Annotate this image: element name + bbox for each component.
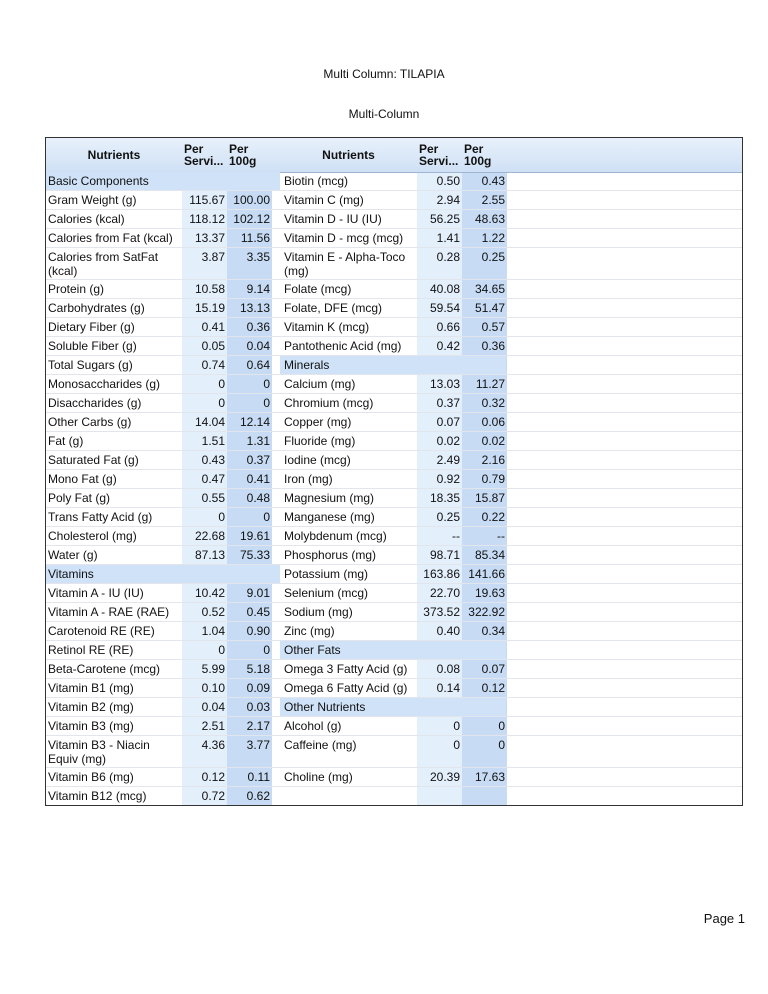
- header-nutrients[interactable]: Nutrients: [87, 148, 141, 162]
- per-serving-value: 0.07: [436, 415, 460, 429]
- header-per-100g[interactable]: Per 100g: [229, 142, 257, 168]
- per-100g-value: 2.16: [481, 453, 505, 467]
- table-row: [46, 660, 742, 679]
- per-100g-value: 19.61: [239, 529, 270, 543]
- per-100g-value: 0.62: [246, 789, 270, 803]
- table-row: [46, 470, 742, 489]
- nutrient-name: Vitamin C (mg): [284, 193, 364, 207]
- per-100g-value: 0.32: [481, 396, 505, 410]
- table-row: [46, 248, 742, 280]
- per-100g-value: 3.77: [246, 738, 270, 752]
- section-label: Basic Components: [48, 174, 149, 188]
- per-serving-value: --: [452, 529, 460, 543]
- nutrient-name: Fat (g): [48, 434, 84, 448]
- table-row: [46, 318, 742, 337]
- nutrient-name: Carotenoid RE (RE): [48, 624, 155, 638]
- per-100g-value: 0.25: [481, 250, 505, 264]
- per-100g-value: 85.34: [474, 548, 505, 562]
- per-serving-value: 0.08: [436, 662, 460, 676]
- per-100g-value: 0: [263, 396, 270, 410]
- per-serving-value: 373.52: [423, 605, 460, 619]
- per-serving-value: 15.19: [194, 301, 225, 315]
- nutrient-name: Total Sugars (g): [48, 358, 133, 372]
- per-serving-value: 0.74: [201, 358, 225, 372]
- nutrient-name: Vitamin K (mcg): [284, 320, 370, 334]
- nutrient-name: Selenium (mcg): [284, 586, 369, 600]
- per-100g-value: 34.65: [474, 282, 505, 296]
- per-serving-value: 0.40: [436, 624, 460, 638]
- table-row: [46, 413, 742, 432]
- per-serving-value: 0.28: [436, 250, 460, 264]
- per-100g-value: 0.48: [246, 491, 270, 505]
- table-row: [46, 299, 742, 318]
- header-nutrients-2[interactable]: Nutrients: [322, 148, 375, 162]
- per-100g-value: 322.92: [468, 605, 505, 619]
- per-serving-value: 10.58: [194, 282, 225, 296]
- per-serving-value: 98.71: [429, 548, 460, 562]
- nutrient-name: Omega 6 Fatty Acid (g): [284, 681, 408, 695]
- nutrient-name: Vitamin A - IU (IU): [48, 586, 144, 600]
- per-serving-value: 22.68: [194, 529, 225, 543]
- nutrient-name: Protein (g): [48, 282, 105, 296]
- per-100g-value: 0.36: [481, 339, 505, 353]
- nutrient-name: Alcohol (g): [284, 719, 342, 733]
- per-serving-value: 163.86: [423, 567, 460, 581]
- nutrient-name: Sodium (mg): [284, 605, 353, 619]
- nutrient-name: Vitamin E - Alpha-Toco (mg): [284, 250, 406, 278]
- table-row: [46, 229, 742, 248]
- per-100g-value: 0.37: [246, 453, 270, 467]
- per-100g-value: 141.66: [468, 567, 505, 581]
- per-100g-value: 13.13: [239, 301, 270, 315]
- table-row: [46, 489, 742, 508]
- table-row: [46, 584, 742, 603]
- per-serving-value: 0: [453, 719, 460, 733]
- table-body: [46, 172, 742, 806]
- per-100g-value: 0.22: [481, 510, 505, 524]
- per-serving-value: 0.05: [201, 339, 225, 353]
- nutrient-name: Potassium (mg): [284, 567, 369, 581]
- nutrient-name: Poly Fat (g): [48, 491, 111, 505]
- nutrient-name: Mono Fat (g): [48, 472, 117, 486]
- per-serving-value: 0.43: [201, 453, 225, 467]
- per-serving-value: 0.92: [436, 472, 460, 486]
- nutrient-name: Cholesterol (mg): [48, 529, 137, 543]
- per-100g-value: 0.06: [481, 415, 505, 429]
- per-serving-value: 13.37: [194, 231, 225, 245]
- per-100g-value: 0.64: [246, 358, 270, 372]
- per-100g-value: 17.63: [474, 770, 505, 784]
- per-serving-value: 87.13: [194, 548, 225, 562]
- per-serving-value: 0.41: [201, 320, 225, 334]
- section-label: Other Nutrients: [284, 700, 366, 714]
- table-row: [46, 698, 742, 717]
- per-serving-value: 115.67: [189, 193, 225, 207]
- per-serving-value: 20.39: [429, 770, 460, 784]
- nutrient-name: Vitamin B2 (mg): [48, 700, 134, 714]
- per-serving-value: 0.42: [436, 339, 460, 353]
- table-row: [46, 432, 742, 451]
- per-100g-value: 0: [498, 738, 505, 752]
- per-100g-value: 0.09: [246, 681, 270, 695]
- per-serving-value: 0: [218, 510, 225, 524]
- report-title: Multi Column: TILAPIA: [323, 67, 445, 81]
- nutrient-table: [45, 137, 743, 806]
- nutrient-name: Zinc (mg): [284, 624, 335, 638]
- table-row: [46, 337, 742, 356]
- per-100g-value: 3.35: [246, 250, 270, 264]
- nutrient-name: Calories from SatFat (kcal): [48, 250, 159, 278]
- table-row: [46, 641, 742, 660]
- per-100g-value: 2.17: [246, 719, 270, 733]
- per-100g-value: 0.02: [481, 434, 505, 448]
- per-serving-value: 2.94: [436, 193, 460, 207]
- nutrient-name: Iron (mg): [284, 472, 333, 486]
- nutrient-name: Calcium (mg): [284, 377, 356, 391]
- nutrient-name: Vitamin B6 (mg): [48, 770, 134, 784]
- section-label: Minerals: [284, 358, 330, 372]
- nutrient-name: Vitamin B1 (mg): [48, 681, 134, 695]
- nutrient-name: Magnesium (mg): [284, 491, 375, 505]
- per-100g-value: 75.33: [239, 548, 270, 562]
- nutrient-name: Vitamin B3 (mg): [48, 719, 134, 733]
- nutrient-name: Iodine (mcg): [284, 453, 351, 467]
- page-number: Page 1: [703, 911, 745, 926]
- per-serving-value: 0.37: [436, 396, 460, 410]
- per-serving-value: 14.04: [194, 415, 225, 429]
- table-row: [46, 565, 742, 584]
- per-100g-value: 0: [263, 377, 270, 391]
- table-row: [46, 622, 742, 641]
- per-serving-value: 1.51: [201, 434, 225, 448]
- report-subtitle: Multi-Column: [348, 107, 420, 121]
- per-serving-value: 2.49: [436, 453, 460, 467]
- table-row: [46, 451, 742, 470]
- per-serving-value: 40.08: [429, 282, 460, 296]
- per-100g-value: 0.90: [246, 624, 270, 638]
- nutrient-name: Chromium (mcg): [284, 396, 374, 410]
- per-100g-value: 0: [263, 643, 270, 657]
- per-serving-value: 56.25: [429, 212, 460, 226]
- per-serving-value: 1.04: [201, 624, 225, 638]
- per-serving-value: 2.51: [201, 719, 225, 733]
- per-100g-value: 9.01: [246, 586, 270, 600]
- per-100g-value: 0.34: [481, 624, 505, 638]
- per-100g-value: 0.41: [246, 472, 270, 486]
- per-serving-value: 0: [218, 643, 225, 657]
- nutrient-name: Choline (mg): [284, 770, 353, 784]
- per-100g-value: 0.12: [481, 681, 505, 695]
- nutrient-name: Omega 3 Fatty Acid (g): [284, 662, 408, 676]
- nutrient-name: Beta-Carotene (mcg): [48, 662, 161, 676]
- table-row: [46, 210, 742, 229]
- table-row: [46, 280, 742, 299]
- per-serving-value: 0.55: [201, 491, 225, 505]
- per-100g-value: 1.22: [481, 231, 505, 245]
- nutrient-name: Folate, DFE (mcg): [284, 301, 383, 315]
- per-serving-value: 18.35: [429, 491, 460, 505]
- nutrient-name: Disaccharides (g): [48, 396, 142, 410]
- per-100g-value: 48.63: [474, 212, 505, 226]
- per-100g-value: 0.79: [481, 472, 505, 486]
- per-100g-value: 15.87: [474, 491, 505, 505]
- per-100g-value: 0.57: [481, 320, 505, 334]
- nutrient-name: Other Carbs (g): [48, 415, 132, 429]
- per-serving-value: 0: [218, 396, 225, 410]
- per-serving-value: 0.12: [201, 770, 225, 784]
- per-serving-value: 4.36: [201, 738, 225, 752]
- per-100g-value: 0.45: [246, 605, 270, 619]
- per-serving-value: 0.14: [436, 681, 460, 695]
- header-per-100g-2[interactable]: Per 100g: [464, 142, 492, 168]
- table-header: [46, 138, 742, 173]
- nutrient-name: Vitamin B12 (mcg): [48, 789, 147, 803]
- per-100g-value: 0: [498, 719, 505, 733]
- table-row: [46, 546, 742, 565]
- per-serving-value: 118.12: [189, 212, 225, 226]
- per-100g-value: 0.43: [481, 174, 505, 188]
- per-100g-value: 5.18: [246, 662, 270, 676]
- per-serving-value: 0.47: [201, 472, 225, 486]
- per-serving-value: 0.50: [436, 174, 460, 188]
- nutrient-name: Carbohydrates (g): [48, 301, 145, 315]
- nutrient-name: Retinol RE (RE): [48, 643, 134, 657]
- table-row: [46, 679, 742, 698]
- per-100g-value: --: [497, 529, 505, 543]
- nutrient-name: Vitamin D - mcg (mcg): [284, 231, 404, 245]
- per-100g-value: 2.55: [481, 193, 505, 207]
- per-100g-value: 0: [263, 510, 270, 524]
- per-100g-value: 51.47: [474, 301, 505, 315]
- nutrient-name: Vitamin A - RAE (RAE): [48, 605, 170, 619]
- per-100g-value: 9.14: [246, 282, 270, 296]
- table-row: [46, 191, 742, 210]
- nutrient-name: Vitamin D - IU (IU): [284, 212, 382, 226]
- header-per-serving[interactable]: Per Servi...: [184, 142, 224, 168]
- per-100g-value: 11.27: [475, 377, 505, 391]
- nutrient-name: Monosaccharides (g): [48, 377, 161, 391]
- table-row: [46, 768, 742, 787]
- nutrient-name: Molybdenum (mcg): [284, 529, 387, 543]
- per-100g-value: 12.14: [239, 415, 270, 429]
- nutrient-name: Folate (mcg): [284, 282, 352, 296]
- per-serving-value: 5.99: [201, 662, 225, 676]
- table-row: [46, 717, 742, 736]
- nutrient-name: Saturated Fat (g): [48, 453, 139, 467]
- nutrient-name: Manganese (mg): [284, 510, 375, 524]
- nutrient-name: Trans Fatty Acid (g): [48, 510, 153, 524]
- per-serving-value: 0.72: [201, 789, 225, 803]
- per-serving-value: 0.25: [436, 510, 460, 524]
- per-serving-value: 0: [218, 377, 225, 391]
- section-label: Other Fats: [284, 643, 341, 657]
- table-row: [46, 356, 742, 375]
- table-row: [46, 603, 742, 622]
- per-100g-value: 0.11: [247, 770, 270, 784]
- per-serving-value: 3.87: [201, 250, 225, 264]
- nutrient-name: Dietary Fiber (g): [48, 320, 135, 334]
- per-100g-value: 19.63: [474, 586, 505, 600]
- per-serving-value: 0.02: [436, 434, 460, 448]
- per-100g-value: 102.12: [233, 212, 270, 226]
- nutrient-name: Biotin (mcg): [284, 174, 349, 188]
- per-serving-value: 1.41: [436, 231, 460, 245]
- nutrient-name: Water (g): [48, 548, 98, 562]
- per-serving-value: 0.52: [201, 605, 225, 619]
- nutrient-name: [280, 787, 417, 791]
- nutrient-name: Fluoride (mg): [284, 434, 356, 448]
- per-serving-value: 0.10: [201, 681, 225, 695]
- nutrient-name: Caffeine (mg): [284, 738, 357, 752]
- per-serving-value: 0: [453, 738, 460, 752]
- per-serving-value: 0.04: [201, 700, 225, 714]
- per-100g-value: 0.04: [246, 339, 270, 353]
- per-serving-value: 0.66: [436, 320, 460, 334]
- per-100g-value: 0.07: [481, 662, 505, 676]
- per-100g-value: 100.00: [233, 193, 270, 207]
- table-row: [46, 508, 742, 527]
- nutrient-name: Vitamin B3 - Niacin Equiv (mg): [48, 738, 150, 766]
- table-row: [46, 527, 742, 546]
- nutrient-name: Copper (mg): [284, 415, 352, 429]
- table-row: [46, 394, 742, 413]
- per-100g-value: 11.56: [240, 231, 270, 245]
- table-row: [46, 172, 742, 191]
- nutrient-name: Soluble Fiber (g): [48, 339, 137, 353]
- per-100g-value: 0.03: [246, 700, 270, 714]
- table-row: [46, 375, 742, 394]
- per-serving-value: 10.42: [194, 586, 225, 600]
- nutrient-name: Calories from Fat (kcal): [48, 231, 173, 245]
- per-100g-value: 0.36: [246, 320, 270, 334]
- per-serving-value: 13.03: [429, 377, 460, 391]
- nutrient-name: Calories (kcal): [48, 212, 125, 226]
- per-serving-value: 22.70: [429, 586, 460, 600]
- per-serving-value: 59.54: [429, 301, 460, 315]
- nutrient-name: Gram Weight (g): [48, 193, 137, 207]
- section-label: Vitamins: [48, 567, 94, 581]
- per-100g-value: 1.31: [246, 434, 270, 448]
- nutrient-name: Pantothenic Acid (mg): [284, 339, 402, 353]
- header-per-serving-2[interactable]: Per Servi...: [419, 142, 459, 168]
- table-row: [46, 736, 742, 768]
- table-row: [46, 787, 742, 806]
- nutrient-name: Phosphorus (mg): [284, 548, 377, 562]
